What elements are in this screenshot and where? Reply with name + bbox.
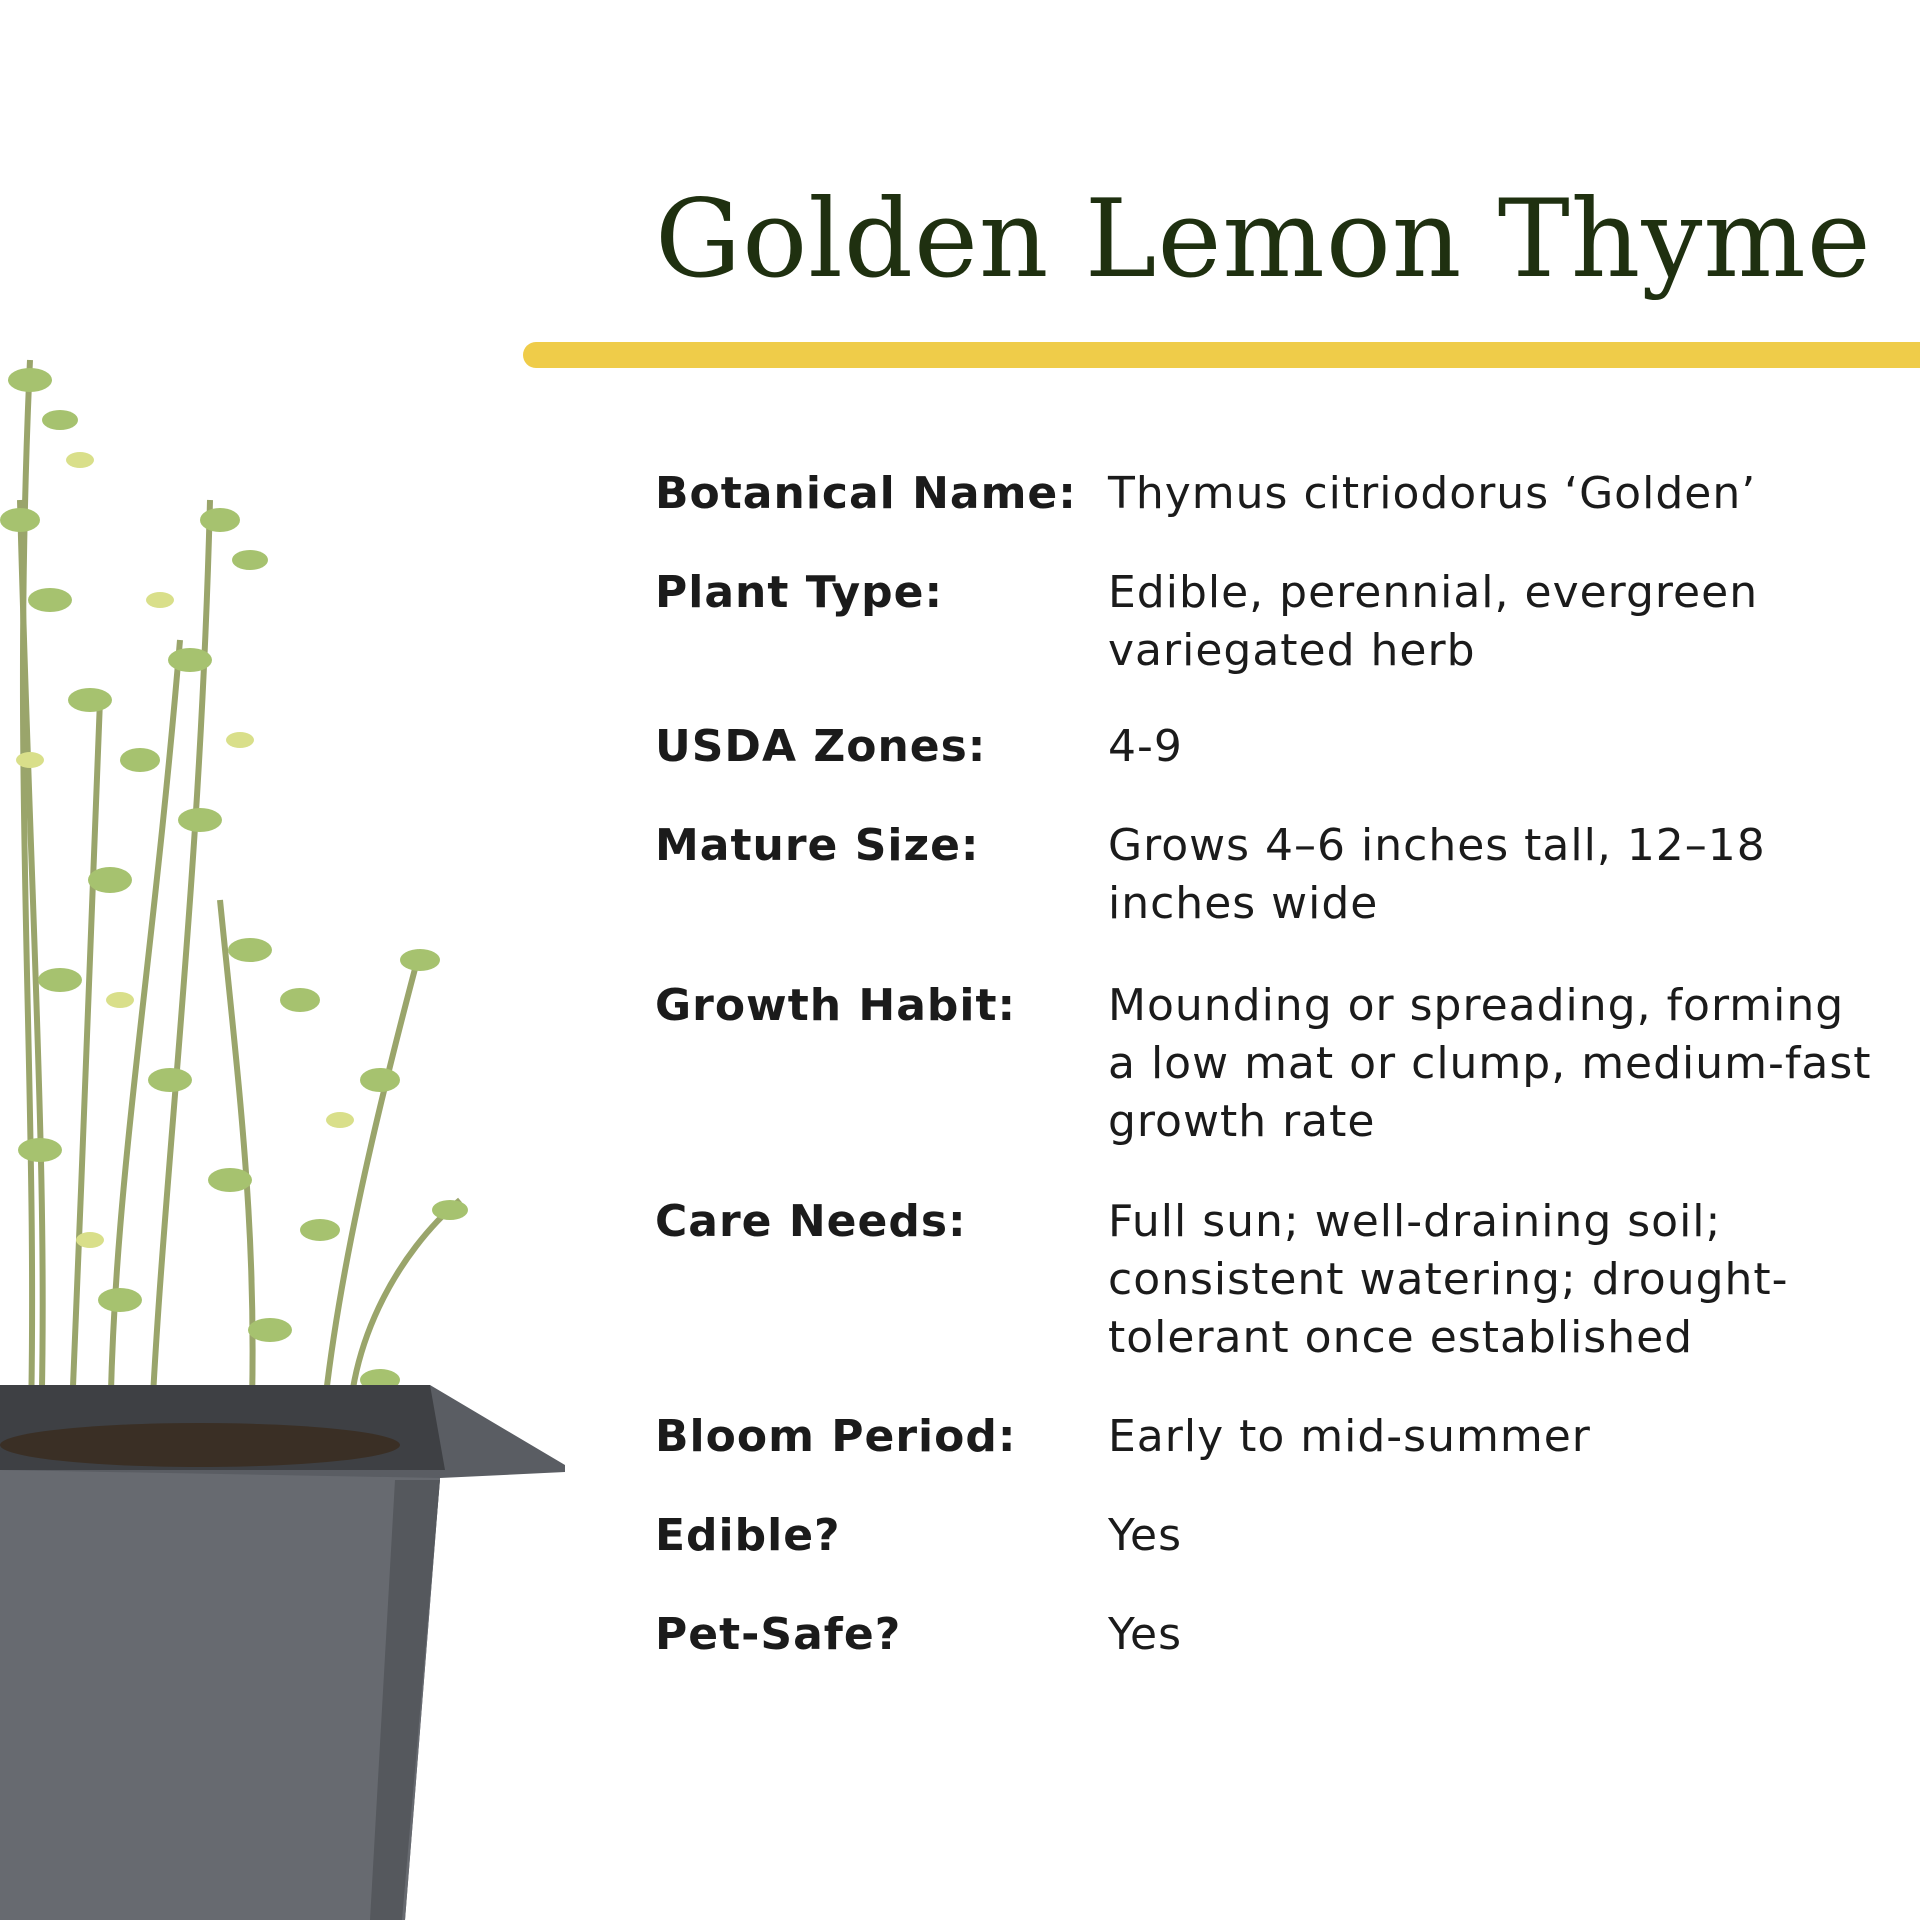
spec-row-plant-type <box>655 564 1905 680</box>
spec-label: Botanical Name: <box>655 468 1077 519</box>
spec-label: Edible? <box>655 1510 841 1561</box>
spec-value: Yes <box>1108 1510 1183 1561</box>
spec-label: Care Needs: <box>655 1196 967 1247</box>
potted-thyme-plant-image <box>0 0 600 1920</box>
spec-label: Growth Habit: <box>655 980 1017 1031</box>
spec-row-botanical-name <box>655 465 1905 523</box>
spec-value: 4-9 <box>1108 721 1183 772</box>
spec-label: USDA Zones: <box>655 721 987 772</box>
spec-value: Grows 4–6 inches tall, 12–18 inches wide <box>1108 820 1766 929</box>
spec-label: Pet-Safe? <box>655 1609 902 1660</box>
spec-value: Thymus citriodorus ‘Golden’ <box>1108 468 1757 519</box>
spec-row-usda-zones <box>655 718 1905 776</box>
page-title: Golden Lemon Thyme <box>655 177 1872 302</box>
spec-row-mature-size <box>655 817 1905 933</box>
spec-value: Mounding or spreading, forming a low mat or clump, medium-fast growth rate <box>1108 980 1872 1147</box>
spec-row-care-needs <box>655 1193 1905 1367</box>
spec-label: Mature Size: <box>655 820 980 871</box>
spec-row-bloom-period <box>655 1408 1905 1466</box>
plant-spec-list <box>655 465 1905 1664</box>
spec-row-growth-habit <box>655 977 1905 1151</box>
spec-row-pet-safe <box>655 1606 1905 1664</box>
spec-value: Edible, perennial, evergreen variegated herb <box>1108 567 1759 676</box>
spec-value: Yes <box>1108 1609 1183 1660</box>
spec-row-edible <box>655 1507 1905 1565</box>
title-divider <box>523 342 1920 368</box>
spec-value: Full sun; well-draining soil; consistent watering; drought-tolerant once established <box>1108 1196 1789 1363</box>
spec-label: Plant Type: <box>655 567 944 618</box>
spec-label: Bloom Period: <box>655 1411 1017 1462</box>
spec-value: Early to mid-summer <box>1108 1411 1591 1462</box>
